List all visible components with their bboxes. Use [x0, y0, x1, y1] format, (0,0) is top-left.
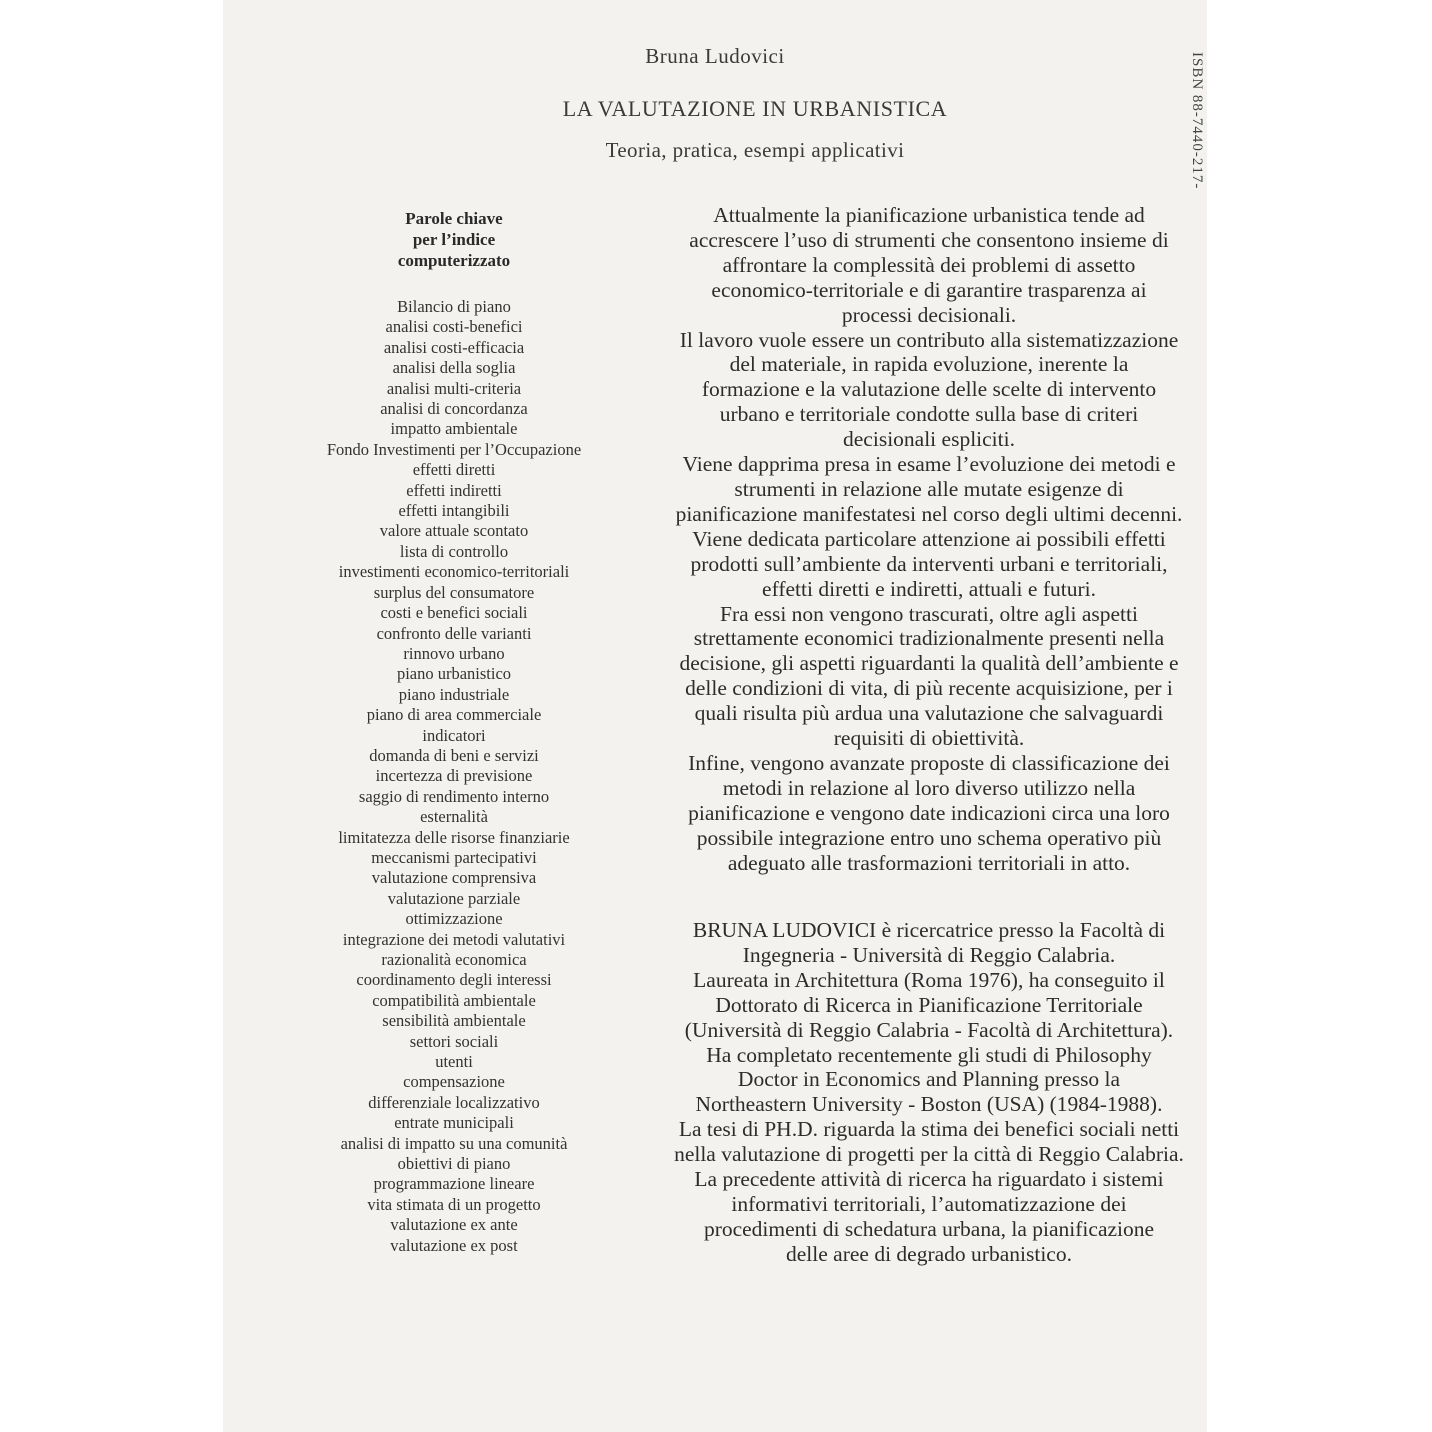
description-line: processi decisionali.	[841, 302, 1017, 327]
keyword-item: analisi costi-efficacia	[383, 337, 525, 357]
keyword-item: investimenti economico-territoriali	[338, 562, 570, 582]
description-line: adeguato alle trasformazioni territoriali in atto.	[727, 850, 1131, 875]
keyword-item: effetti diretti	[412, 460, 496, 480]
keyword-item: piano di area commerciale	[366, 705, 542, 725]
description-line: urbano e territoriale condotte sulla base di criteri	[719, 402, 1139, 427]
author-name: Bruna Ludovici	[645, 44, 785, 68]
keyword-item: analisi della soglia	[392, 358, 516, 378]
keyword-item: rinnovo urbano	[403, 643, 505, 663]
description-line: formazione e la valutazione delle scelte di intervento	[701, 377, 1157, 402]
author-bio	[651, 918, 1207, 1267]
description-line: Fra essi non vengono trascurati, oltre agli aspetti	[720, 601, 1138, 626]
keyword-item: saggio di rendimento interno	[358, 786, 550, 806]
book-subtitle: Teoria, pratica, esempi applicativi	[605, 138, 905, 162]
bio-line: procedimenti di schedatura urbana, la pianificazione	[703, 1216, 1155, 1241]
keywords-heading-line: Parole chiave	[405, 209, 503, 228]
keyword-item: limitatezza delle risorse finanziarie	[338, 827, 570, 847]
description-line: strettamente economici tradizionalmente presenti nella	[693, 626, 1165, 651]
keyword-item: piano industriale	[398, 684, 510, 704]
keyword-item: effetti indiretti	[406, 480, 502, 500]
keyword-item: surplus del consumatore	[373, 582, 535, 602]
keyword-item: analisi multi-criteria	[386, 378, 522, 398]
keyword-item: compatibilità ambientale	[372, 990, 536, 1010]
keyword-item: impatto ambientale	[390, 419, 518, 439]
keyword-item: sensibilità ambientale	[382, 1011, 526, 1031]
description-line: requisiti di obiettività.	[833, 726, 1025, 751]
bio-line: Laureata in Architettura (Roma 1976), ha conseguito il	[693, 967, 1165, 992]
keywords-list	[283, 297, 625, 1256]
description-line: strumenti in relazione alle mutate esigenze di	[734, 476, 1124, 501]
bio-line: Northeastern University - Boston (USA) (1984-1988).	[695, 1092, 1163, 1117]
keyword-item: valutazione comprensiva	[371, 868, 537, 888]
description-line: effetti diretti e indiretti, attuali e futuri.	[762, 576, 1096, 601]
keyword-item: integrazione dei metodi valutativi	[342, 929, 566, 949]
keyword-item: analisi di concordanza	[380, 399, 528, 419]
keyword-item: Bilancio di piano	[397, 297, 511, 316]
description-line: metodi in relazione al loro diverso utilizzo nella	[722, 775, 1136, 800]
keyword-item: vita stimata di un progetto	[367, 1194, 541, 1214]
keyword-item: Fondo Investimenti per l’Occupazione	[326, 439, 582, 459]
isbn-code: ISBN 88-7440-217-	[1189, 52, 1205, 190]
back-cover	[223, 0, 1207, 1432]
keyword-item: programmazione lineare	[373, 1174, 535, 1194]
keyword-item: razionalità economica	[381, 950, 527, 969]
description-line: economico-territoriale e di garantire trasparenza ai	[711, 277, 1147, 302]
bio-line: Doctor in Economics and Planning presso la	[737, 1067, 1121, 1092]
keyword-item: costi e benefici sociali	[380, 603, 528, 623]
description-line: del materiale, in rapida evoluzione, inerente la	[729, 352, 1129, 377]
description-line: prodotti sull’ambiente da interventi urbani e territoriali,	[690, 551, 1168, 576]
description-line: Il lavoro vuole essere un contributo alla sistematizzazione	[679, 327, 1179, 352]
keyword-item: piano urbanistico	[396, 664, 512, 684]
bio-line: La precedente attività di ricerca ha riguardato i sistemi	[694, 1167, 1164, 1192]
description-line: Infine, vengono avanzate proposte di classificazione dei	[688, 750, 1170, 775]
keyword-item: differenziale localizzativo	[368, 1092, 540, 1112]
keyword-item: ottimizzazione	[405, 909, 503, 929]
book-description	[651, 203, 1207, 875]
keyword-item: utenti	[435, 1052, 473, 1072]
keywords-heading-line: computerizzato	[397, 251, 511, 270]
keyword-item: meccanismi partecipativi	[371, 847, 537, 867]
keyword-item: analisi costi-benefici	[385, 317, 523, 337]
description-line: possibile integrazione entro uno schema operativo più	[696, 825, 1162, 850]
keyword-item: incertezza di previsione	[375, 766, 533, 786]
description-line: affrontare la complessità dei problemi di assetto	[722, 252, 1136, 277]
bio-line: BRUNA LUDOVICI è ricercatrice presso la Facoltà di	[692, 918, 1166, 942]
bio-line: Ingegneria - Università di Reggio Calabria.	[742, 942, 1116, 967]
keyword-item: effetti intangibili	[398, 501, 510, 521]
keyword-item: valore attuale scontato	[379, 521, 529, 541]
bio-line: Ha completato recentemente gli studi di Philosophy	[706, 1042, 1152, 1067]
keyword-item: valutazione parziale	[387, 888, 521, 908]
keywords-heading	[283, 208, 625, 271]
description-line: quali risulta più ardua una valutazione che salvaguardi	[694, 701, 1164, 726]
keyword-item: lista di controllo	[399, 541, 509, 561]
description-line: pianificazione manifestatesi nel corso degli ultimi decenni.	[675, 501, 1183, 526]
keyword-item: coordinamento degli interessi	[356, 970, 552, 990]
bio-line: Dottorato di Ricerca in Pianificazione Territoriale	[715, 992, 1143, 1017]
keyword-item: analisi di impatto su una comunità	[340, 1133, 568, 1153]
keywords-column	[283, 208, 625, 1256]
bio-line: (Università di Reggio Calabria - Facoltà di Architettura).	[684, 1017, 1174, 1042]
description-line: decisione, gli aspetti riguardanti la qualità dell’ambiente e	[679, 651, 1179, 676]
description-line: pianificazione e vengono date indicazioni circa una loro	[688, 800, 1170, 825]
keyword-item: domanda di beni e servizi	[369, 745, 539, 765]
bio-line: nella valutazione di progetti per la città di Reggio Calabria.	[674, 1142, 1184, 1167]
keyword-item: esternalità	[420, 807, 488, 827]
keyword-item: settori sociali	[409, 1031, 499, 1051]
keyword-item: valutazione ex ante	[390, 1215, 518, 1235]
keyword-item: valutazione ex post	[390, 1235, 518, 1255]
book-title: LA VALUTAZIONE IN URBANISTICA	[562, 96, 948, 121]
keyword-item: obiettivi di piano	[397, 1154, 511, 1174]
bio-line: delle aree di degrado urbanistico.	[786, 1241, 1072, 1266]
keyword-item: compensazione	[403, 1072, 505, 1092]
description-line: decisionali espliciti.	[843, 427, 1015, 452]
bio-line: La tesi di PH.D. riguarda la stima dei benefici sociali netti	[678, 1117, 1180, 1142]
description-line: delle condizioni di vita, di più recente acquisizione, per i	[685, 676, 1173, 701]
keyword-item: entrate municipali	[394, 1113, 514, 1133]
description-line: Viene dedicata particolare attenzione ai possibili effetti	[692, 526, 1166, 551]
keyword-item: indicatori	[422, 725, 486, 745]
description-line: Attualmente la pianificazione urbanistica tende ad	[713, 203, 1145, 227]
keywords-heading-line: per l’indice	[412, 230, 496, 249]
description-line: Viene dapprima presa in esame l’evoluzione dei metodi e	[682, 452, 1176, 477]
description-line: accrescere l’uso di strumenti che consentono insieme di	[689, 227, 1169, 252]
bio-line: informativi territoriali, l’automatizzazione dei	[731, 1191, 1127, 1216]
keyword-item: confronto delle varianti	[376, 623, 532, 643]
